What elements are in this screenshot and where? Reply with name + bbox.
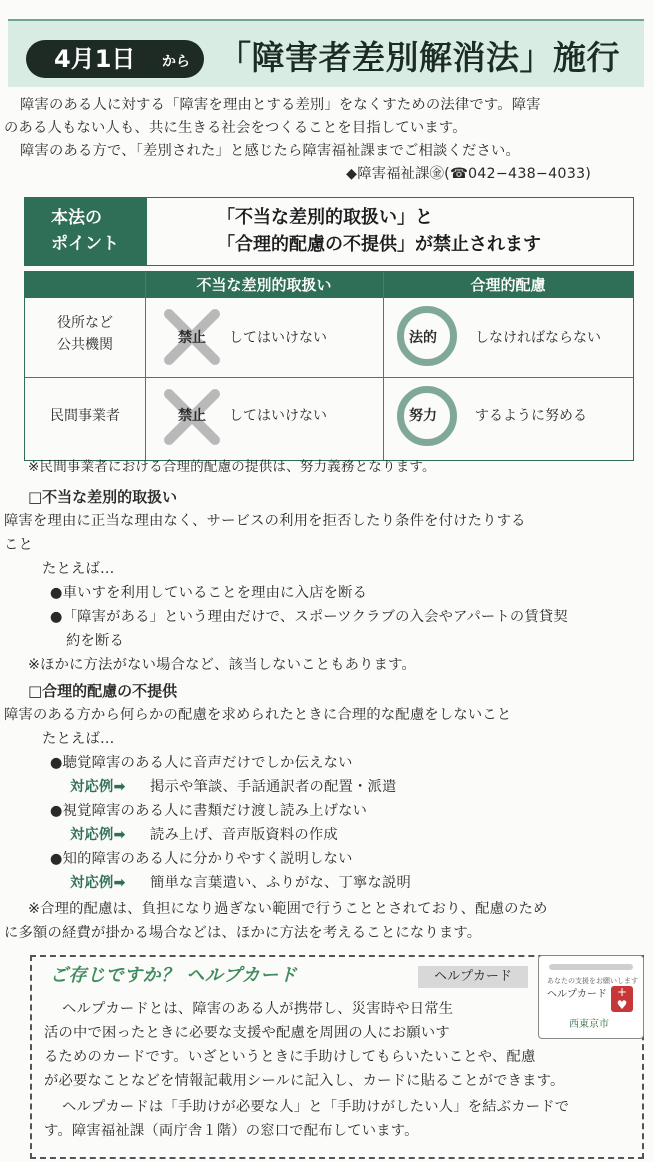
card-city: 西東京市 [569,1019,609,1030]
comparison-table [24,271,634,461]
table-divider [145,272,146,460]
section2-bullet: ●知的障害のある人に分かりやすく説明しない [50,851,353,867]
help-text-3: るためのカードです。いざというときに手助けしてもらいたいことや、配慮 [44,1049,536,1065]
duty-text: するように努める [475,408,587,424]
duty-label: 法的 [409,330,437,346]
help-text-5: ヘルプカードは「手助けが必要な人」と「手助けがしたい人」を結ぶカードで [62,1099,570,1115]
intro-line-3: 障害のある方で、「差別された」と感じたら障害福祉課までご相談ください。 [20,143,520,159]
ban-text: してはいけない [229,408,327,424]
point-text-line-2: 「合理的配慮の不提供」が禁止されます [217,234,541,255]
page-title: 「障害者差別解消法」施行 [218,38,620,77]
ban-label: 禁止 [178,408,206,424]
help-card-tag: ヘルプカード [418,966,528,988]
section-title-reasonable-accommodation: □合理的配慮の不提供 [28,682,178,700]
contact-info: ◆障害福祉課㊎(☎042−438−4033) [346,166,592,182]
section1-bullet-1: ●車いすを利用していることを理由に入店を断る [50,585,368,601]
ban-label: 禁止 [178,330,206,346]
table-col-header-1: 不当な差別的取扱い [145,272,383,298]
help-text-2: 活の中で困ったときに必要な支援や配慮を周囲の人にお願いす [44,1025,450,1041]
row-label-public-2: 公共機関 [57,337,113,353]
section1-desc-1: 障害を理由に正当な理由なく、サービスの利用を拒否したり条件を付けたりする [4,513,526,529]
section2-desc: 障害のある方から何らかの配慮を求められたときに合理的な配慮をしないこと [4,707,512,723]
point-text-line-1: 「不当な差別的取扱い」と [217,207,433,228]
table-divider [383,272,384,460]
table-divider [25,377,633,378]
help-mark-icon: + ♥ [611,986,633,1012]
help-text-4: が必要なことなどを情報記載用シールに記入し、カードに貼ることができます。 [44,1073,565,1089]
section1-example-intro: たとえば… [42,561,115,577]
law-point-box [24,197,634,266]
response-example-text: 読み上げ、音声版資料の作成 [150,827,338,843]
response-example-label: 対応例➡ [70,875,126,891]
section1-bullet-2-cont: 約を断る [66,633,124,649]
ban-text: してはいけない [229,330,327,346]
help-text-6: す。障害福祉課（両庁舎１階）の窓口で配布しています。 [44,1123,419,1139]
duty-text: しなければならない [475,330,601,346]
help-card-image [538,955,644,1039]
section2-note-1: ※合理的配慮は、負担になり過ぎない範囲で行うこととされており、配慮のため [28,901,548,917]
row-label-public-1: 役所など [57,315,113,331]
response-example-text: 簡単な言葉遣い、ふりがな、丁寧な説明 [150,875,411,891]
response-example-label: 対応例➡ [70,779,126,795]
point-label-line-1: 本法の [51,208,102,228]
table-note: ※民間事業者における合理的配慮の提供は、努力義務となります。 [28,459,436,475]
section2-bullet: ●視覚障害のある人に書類だけ渡し読み上げない [50,803,368,819]
section2-note-2: に多額の経費が掛かる場合などは、ほかに方法を考えることになります。 [4,925,482,941]
section1-note: ※ほかに方法がない場合など、該当しないこともあります。 [28,657,416,673]
section2-bullet: ●聴覚障害のある人に音声だけでしか伝えない [50,755,353,771]
intro-line-2: のある人もない人も、共に生きる社会をつくることを目指しています。 [4,120,467,136]
section2-example-intro: たとえば… [42,731,115,747]
row-label-private: 民間事業者 [50,408,120,424]
card-name: ヘルプカード [547,989,607,1000]
card-clip [549,964,633,970]
date-suffix: から [162,54,190,70]
section1-desc-2: こと [4,537,33,553]
response-example-text: 掲示や筆談、手話通訳者の配置・派遣 [150,779,397,795]
point-label [25,198,147,265]
date-main: 4月1日 [54,45,136,73]
card-small-text: あなたの支援をお願いします [547,977,638,985]
help-card-title: ご存じですか？ ヘルプカード [50,965,298,986]
date-badge [26,40,204,78]
help-text-1: ヘルプカードとは、障害のある人が携帯し、災害時や日常生 [62,1001,454,1017]
section-title-unfair-treatment: □不当な差別的取扱い [28,488,178,506]
intro-line-1: 障害のある人に対する「障害を理由とする差別」をなくすための法律です。障害 [20,97,541,113]
table-col-header-2: 合理的配慮 [383,272,633,298]
point-label-line-2: ポイント [51,234,119,254]
response-example-label: 対応例➡ [70,827,126,843]
section1-bullet-2: ●「障害がある」という理由だけで、スポーツクラブの入会やアパートの賃貸契 [50,609,568,625]
duty-label: 努力 [409,408,437,424]
